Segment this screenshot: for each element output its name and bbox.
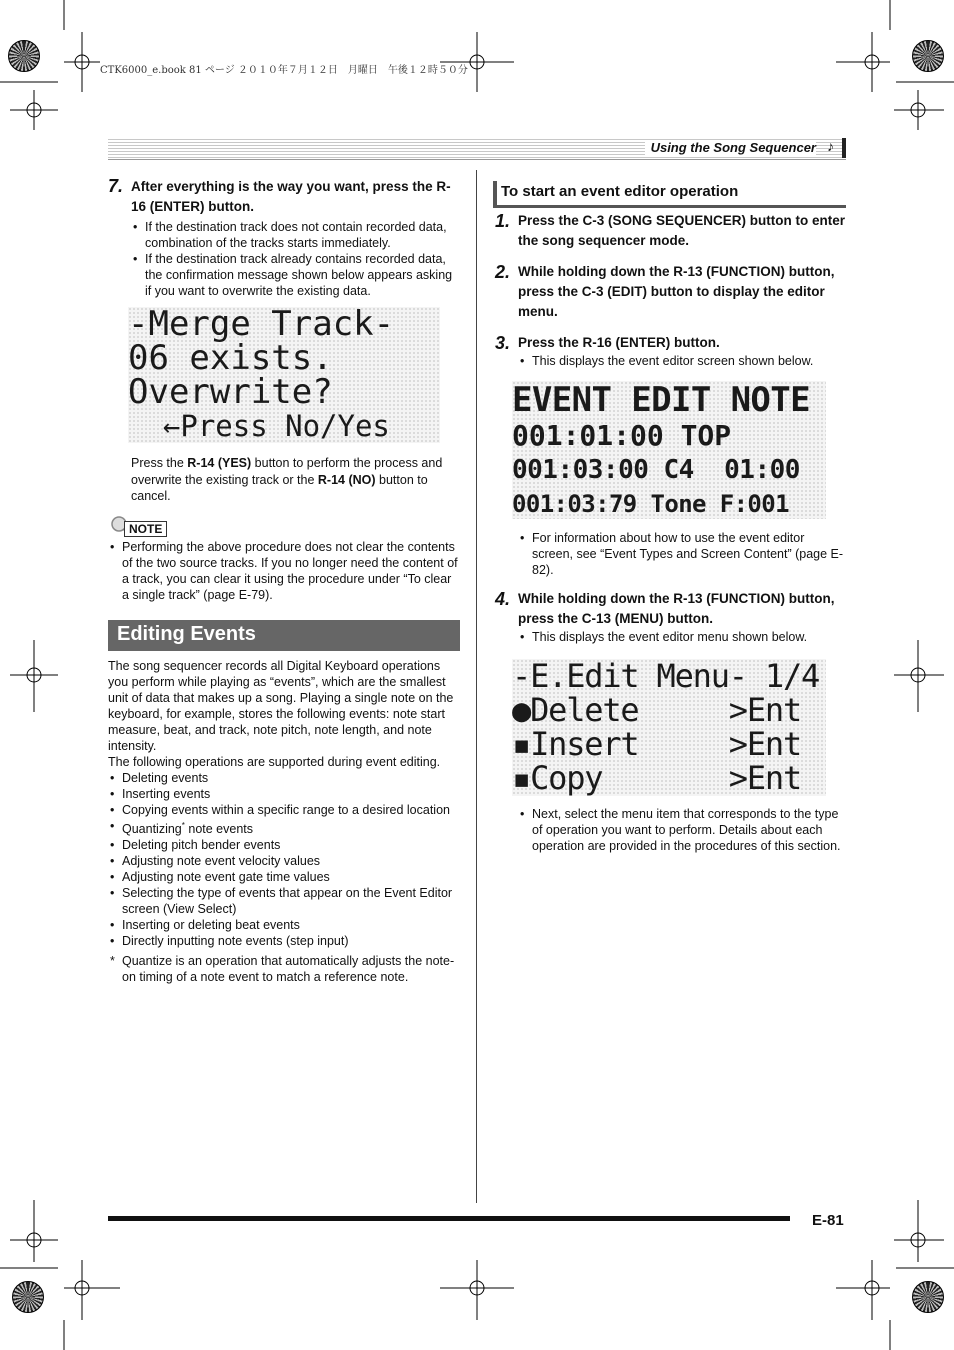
step-number: 7.	[108, 176, 124, 196]
list-item	[108, 818, 460, 837]
lcd-line: -E.Edit Menu- 1/4	[512, 659, 820, 695]
text-run: Quantizing	[122, 822, 182, 837]
footer-rule	[108, 1216, 790, 1221]
list-item: • Adjusting note event gate time values	[108, 869, 460, 885]
text-run: button to perform the process and overwrite the existing track or the	[131, 456, 443, 487]
step-text: Press the C-3 (SONG SEQUENCER) button to enter the song sequencer mode.	[518, 213, 846, 248]
list-item: • Performing the above procedure does not clear the contents of the two source tracks. If you no longer need the content of a track, you can clear it using the procedure under “To clear a single track” (page E-79).	[108, 539, 460, 603]
note-badge	[110, 515, 174, 537]
step-3	[495, 333, 847, 369]
step-7	[108, 176, 460, 299]
lcd-line: -Merge Track-	[128, 307, 395, 344]
list-item: • Deleting pitch bender events	[108, 837, 460, 853]
lcd-line: 001:03:00 C4 01:00	[512, 455, 800, 485]
list-item: • This displays the event editor screen shown below.	[518, 353, 847, 369]
list-item: • Selecting the type of events that appear on the Event Editor screen (View Select)	[108, 885, 460, 917]
step-text: Press the R-16 (ENTER) button.	[518, 335, 720, 350]
print-header: CTK6000_e.book 81 ページ ２０１０年７月１２日 月曜日 午後１２時５０分	[100, 65, 468, 76]
list-item: • If the destination track already contains recorded data, the confirmation message shown below appears asking if you want to overwrite the existing data.	[131, 251, 460, 299]
lcd-line: ▪Insert >Ent	[512, 725, 802, 763]
running-head-title: Using the Song Sequencer	[645, 140, 816, 155]
step-3-bullets	[518, 353, 847, 369]
lcd-line: 001:01:00 TOP	[512, 419, 732, 452]
subheading-bar	[493, 181, 497, 205]
footnote-asterisk: *	[110, 954, 115, 968]
step-4-bullets	[518, 629, 847, 645]
step-number: 2.	[495, 262, 511, 282]
list-item: • Next, select the menu item that corresponds to the type of operation you want to perform. Details about each operation are provided in the procedures of this section.	[518, 806, 848, 854]
footnote	[108, 953, 460, 985]
text-run: Press the	[131, 456, 188, 470]
yes-button-label: R-14 (YES)	[187, 456, 252, 470]
list-item: • Directly inputting note events (step input)	[108, 933, 460, 949]
text-run: button to cancel.	[131, 472, 428, 503]
operations-list	[108, 770, 460, 949]
lcd-line: EVENT EDIT NOTE	[512, 381, 811, 420]
ops-intro: The following operations are supported during event editing.	[108, 755, 441, 769]
after-menu-bullets	[518, 806, 848, 854]
step-1	[495, 211, 847, 251]
step-2	[495, 262, 847, 322]
lcd-line: ▪Copy >Ent	[512, 759, 802, 796]
list-item: • Adjusting note event velocity values	[108, 853, 460, 869]
list-item: • Copying events within a specific range to a desired location	[108, 802, 460, 818]
footnote-text: Quantize is an operation that automatically adjusts the note-on timing of a note event to match a reference note.	[122, 954, 455, 984]
note-label: NOTE	[124, 521, 167, 537]
lcd-line: 06 exists.	[128, 338, 333, 378]
lcd-event-edit	[512, 381, 826, 519]
lcd-merge-track	[128, 307, 440, 443]
list-item: • Deleting events	[108, 770, 460, 786]
step-text: While holding down the R-13 (FUNCTION) button, press the C-3 (EDIT) button to display the editor menu.	[518, 264, 835, 319]
page-number: E-81	[812, 1212, 844, 1229]
step-number: 4.	[495, 589, 511, 609]
lcd-line: Overwrite?	[128, 372, 333, 412]
subheading-text: To start an event editor operation	[501, 183, 739, 200]
after-event-edit-bullets	[518, 530, 848, 578]
note-bullets	[108, 539, 460, 603]
list-item: • If the destination track does not contain recorded data, combination of the tracks starts immediately.	[131, 219, 460, 251]
press-yes-no-text	[131, 455, 461, 505]
lcd-edit-menu	[512, 659, 826, 796]
column-divider	[476, 170, 477, 1203]
text-run: note events	[184, 822, 253, 837]
lcd-line: ←Press No/Yes	[128, 409, 390, 443]
running-head-end-bar	[842, 138, 846, 158]
list-item: • For information about how to use the event editor screen, see “Event Types and Screen Content” (page E-82).	[518, 530, 848, 578]
list-item: • Inserting events	[108, 786, 460, 802]
list-item: • This displays the event editor menu shown below.	[518, 629, 847, 645]
step-7-bullets	[131, 219, 460, 299]
lcd-line: 001:03:79 Tone F:001	[512, 490, 789, 518]
list-item: • Inserting or deleting beat events	[108, 917, 460, 933]
step-4	[495, 589, 847, 645]
no-button-label: R-14 (NO)	[317, 472, 376, 487]
step-number: 1.	[495, 211, 511, 231]
lcd-line: ●Delete >Ent	[512, 691, 802, 729]
step-text: After everything is the way you want, press the R-16 (ENTER) button.	[131, 179, 451, 214]
music-note-icon: ♪	[827, 138, 834, 154]
section-title: Editing Events	[117, 623, 256, 645]
footnote-marker: *	[181, 821, 185, 830]
running-head	[108, 137, 846, 159]
subheading	[493, 181, 846, 208]
step-text: While holding down the R-13 (FUNCTION) button, press the C-13 (MENU) button.	[518, 591, 835, 626]
step-number: 3.	[495, 333, 511, 353]
intro-paragraph: The song sequencer records all Digital Keyboard operations you perform while playing as “events”, which are the smallest unit of data that makes up a song. Playing a single note on the keyboard, for example, stores the following events: note start measure, beat, and track, note pitch, note length, and note intensity.	[108, 659, 454, 753]
section-title-bar	[108, 620, 460, 651]
